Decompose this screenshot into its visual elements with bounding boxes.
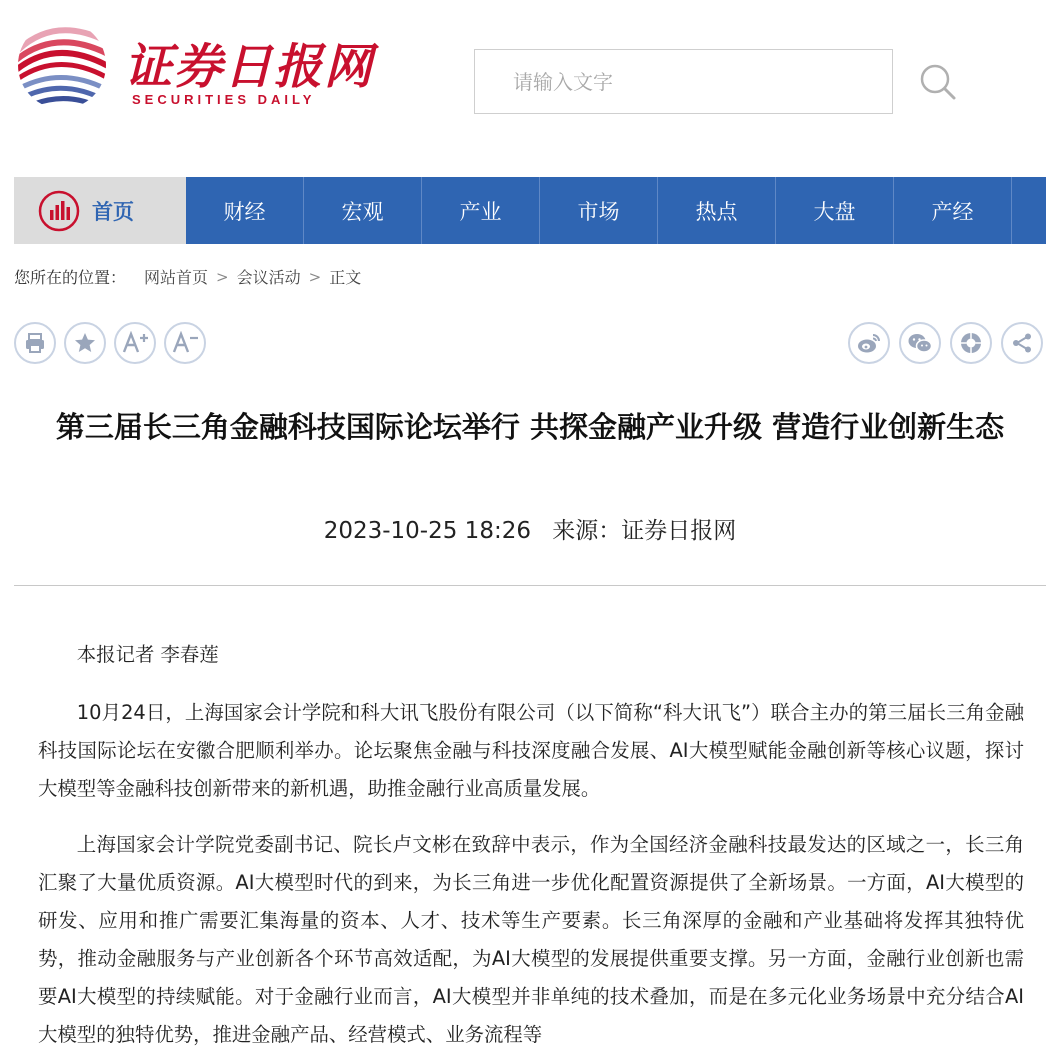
- article-body: [38, 636, 1024, 1048]
- article-paragraph: 10月24日，上海国家会计学院和科大讯飞股份有限公司（以下简称“科大讯飞”）联合主办的第三届长三角金融科技国际论坛在安徽合肥顺利举办。论坛聚焦金融与科技深度融合发展、AI大模型赋能金融创新等核心议题，探讨大模型等金融科技创新带来的新机遇，助推金融行业高质量发展。: [38, 701, 1024, 800]
- chevron-right-icon: >: [308, 267, 322, 286]
- article-title: 第三届长三角金融科技国际论坛举行 共探金融产业升级 营造行业创新生态: [55, 410, 1005, 444]
- breadcrumb-prefix: 您所在的位置：: [14, 268, 127, 287]
- search-icon: [918, 62, 958, 102]
- print-icon: [23, 331, 47, 355]
- nav-item-industry[interactable]: 产业: [422, 177, 540, 244]
- breadcrumb-home[interactable]: 网站首页: [144, 268, 209, 287]
- share-weibo-button[interactable]: [848, 322, 890, 364]
- breadcrumb-events[interactable]: 会议活动: [236, 268, 301, 287]
- favorite-button[interactable]: [64, 322, 106, 364]
- print-button[interactable]: [14, 322, 56, 364]
- breadcrumb: [14, 265, 361, 288]
- site-logo[interactable]: [16, 20, 375, 110]
- search-input[interactable]: [475, 50, 892, 113]
- logo-chinese-text: 证券日报网: [124, 39, 375, 95]
- search-box: [474, 49, 893, 114]
- nav-item-macro[interactable]: 宏观: [304, 177, 422, 244]
- article-meta: [14, 512, 1046, 545]
- share-tools: [848, 322, 1043, 364]
- article-paragraph: 上海国家会计学院党委副书记、院长卢文彬在致辞中表示，作为全国经济金融科技最发达的区域之一，长三角汇聚了大量优质资源。AI大模型时代的到来，为长三角进一步优化配置资源提供了全新场景。一方面，AI大模型的研发、应用和推广需要汇集海量的资本、人才、技术等生产要素。长三角深厚的金融和产业基础将发挥其独特优势，推动金融服务与产业创新各个环节高效适配，为AI大模型的发展提供重要支撑。另一方面，金融行业创新也需要AI大模型的持续赋能。对于金融行业而言，AI大模型并非单纯的技术叠加，而是在多元化业务场景中充分结合AI大模型的独特优势，推进金融产品、经营模式、业务流程等: [38, 833, 1024, 1046]
- article-tools: [14, 322, 206, 364]
- article-author: 本报记者 李春莲: [76, 643, 219, 666]
- font-decrease-button[interactable]: [164, 322, 206, 364]
- share-icon: [1010, 331, 1034, 355]
- nav-item-industrial-economy[interactable]: 产经: [894, 177, 1012, 244]
- share-moments-button[interactable]: [950, 322, 992, 364]
- search-button[interactable]: [918, 62, 958, 102]
- title-divider: [14, 585, 1046, 586]
- star-icon: [73, 331, 97, 355]
- nav-item-market[interactable]: 市场: [540, 177, 658, 244]
- bar-chart-icon: [38, 190, 80, 232]
- logo-mark-icon: [16, 20, 108, 110]
- article-source: 证券日报网: [621, 518, 737, 544]
- share-wechat-button[interactable]: [899, 322, 941, 364]
- moments-icon: [959, 331, 983, 355]
- nav-item-finance[interactable]: 财经: [186, 177, 304, 244]
- wechat-icon: [907, 331, 933, 355]
- font-increase-button[interactable]: [114, 322, 156, 364]
- weibo-icon: [856, 331, 882, 355]
- chevron-right-icon: >: [216, 267, 229, 286]
- logo-english-text: SECURITIES DAILY: [132, 92, 316, 107]
- main-nav: [14, 177, 1046, 244]
- nav-item-index[interactable]: 大盘: [776, 177, 894, 244]
- nav-item-hot[interactable]: 热点: [658, 177, 776, 244]
- share-more-button[interactable]: [1001, 322, 1043, 364]
- source-label: 来源：: [552, 518, 622, 544]
- nav-item-home[interactable]: [14, 177, 186, 244]
- article-date: 2023-10-25 18:26: [323, 518, 531, 544]
- font-decrease-icon: [171, 331, 199, 355]
- font-increase-icon: [121, 331, 149, 355]
- breadcrumb-current: 正文: [329, 268, 362, 287]
- nav-home-label: 首页: [92, 199, 134, 224]
